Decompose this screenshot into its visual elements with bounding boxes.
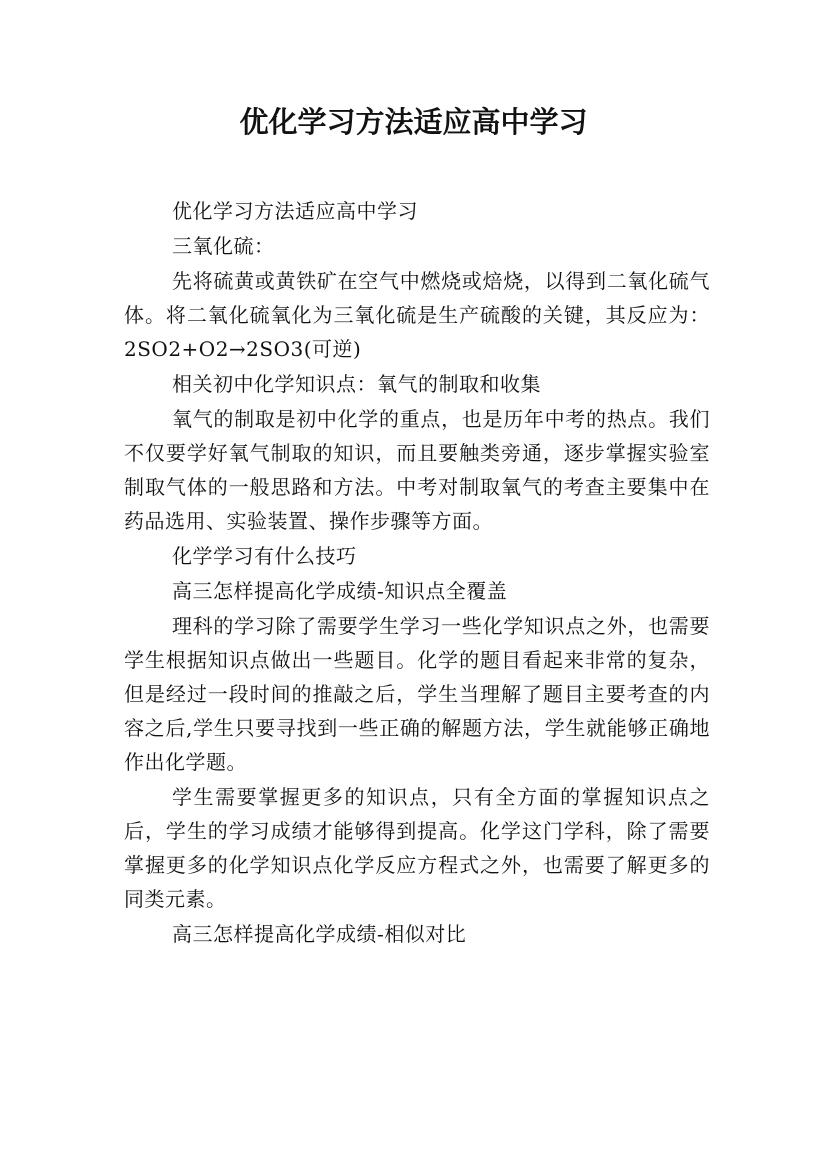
document-title: 优化学习方法适应高中学习 <box>239 105 588 139</box>
paragraph-more-knowledge: 学生需要掌握更多的知识点，只有全方面的掌握知识点之后，学生的学习成绩才能够得到提高。化学这门学科，除了需要掌握更多的化学知识点化学反应方程式之外，也需要了解更多的同类元素。 <box>124 785 710 911</box>
paragraph-sulfur-trioxide-text: 先将硫黄或黄铁矿在空气中燃烧或焙烧，以得到二氧化硫气体。将二氧化硫氧化为三氧化硫是生产硫酸的关键，其反应为： 2SO2+O2→2SO3(可逆) <box>124 269 710 361</box>
paragraph-heading-comparison: 高三怎样提高化学成绩-相似对比 <box>172 922 467 946</box>
document-body <box>124 194 710 952</box>
paragraph-science-study: 理科的学习除了需要学生学习一些化学知识点之外，也需要学生根据知识点做出一些题目。化学的题目看起来非常的复杂，但是经过一段时间的推敲之后，学生当理解了题目主要考查的内容之后,学生只要寻找到一些正确的解题方法，学生就能够正确地作出化学题。 <box>124 614 710 774</box>
paragraph-heading-tips: 化学学习有什么技巧 <box>172 544 357 568</box>
paragraph-oxygen-text: 氧气的制取是初中化学的重点，也是历年中考的热点。我们不仅要学好氧气制取的知识，而且要触类旁通，逐步掌握实验室制取气体的一般思路和方法。中考对制取氧气的考查主要集中在药品选用、实验装置、操作步骤等方面。 <box>124 407 710 533</box>
paragraph-heading-coverage: 高三怎样提高化学成绩-知识点全覆盖 <box>172 579 508 603</box>
paragraph-subtitle: 优化学习方法适应高中学习 <box>172 199 418 223</box>
paragraph-heading-sulfur-trioxide: 三氧化硫： <box>172 234 275 258</box>
paragraph-heading-oxygen: 相关初中化学知识点：氧气的制取和收集 <box>172 372 541 396</box>
